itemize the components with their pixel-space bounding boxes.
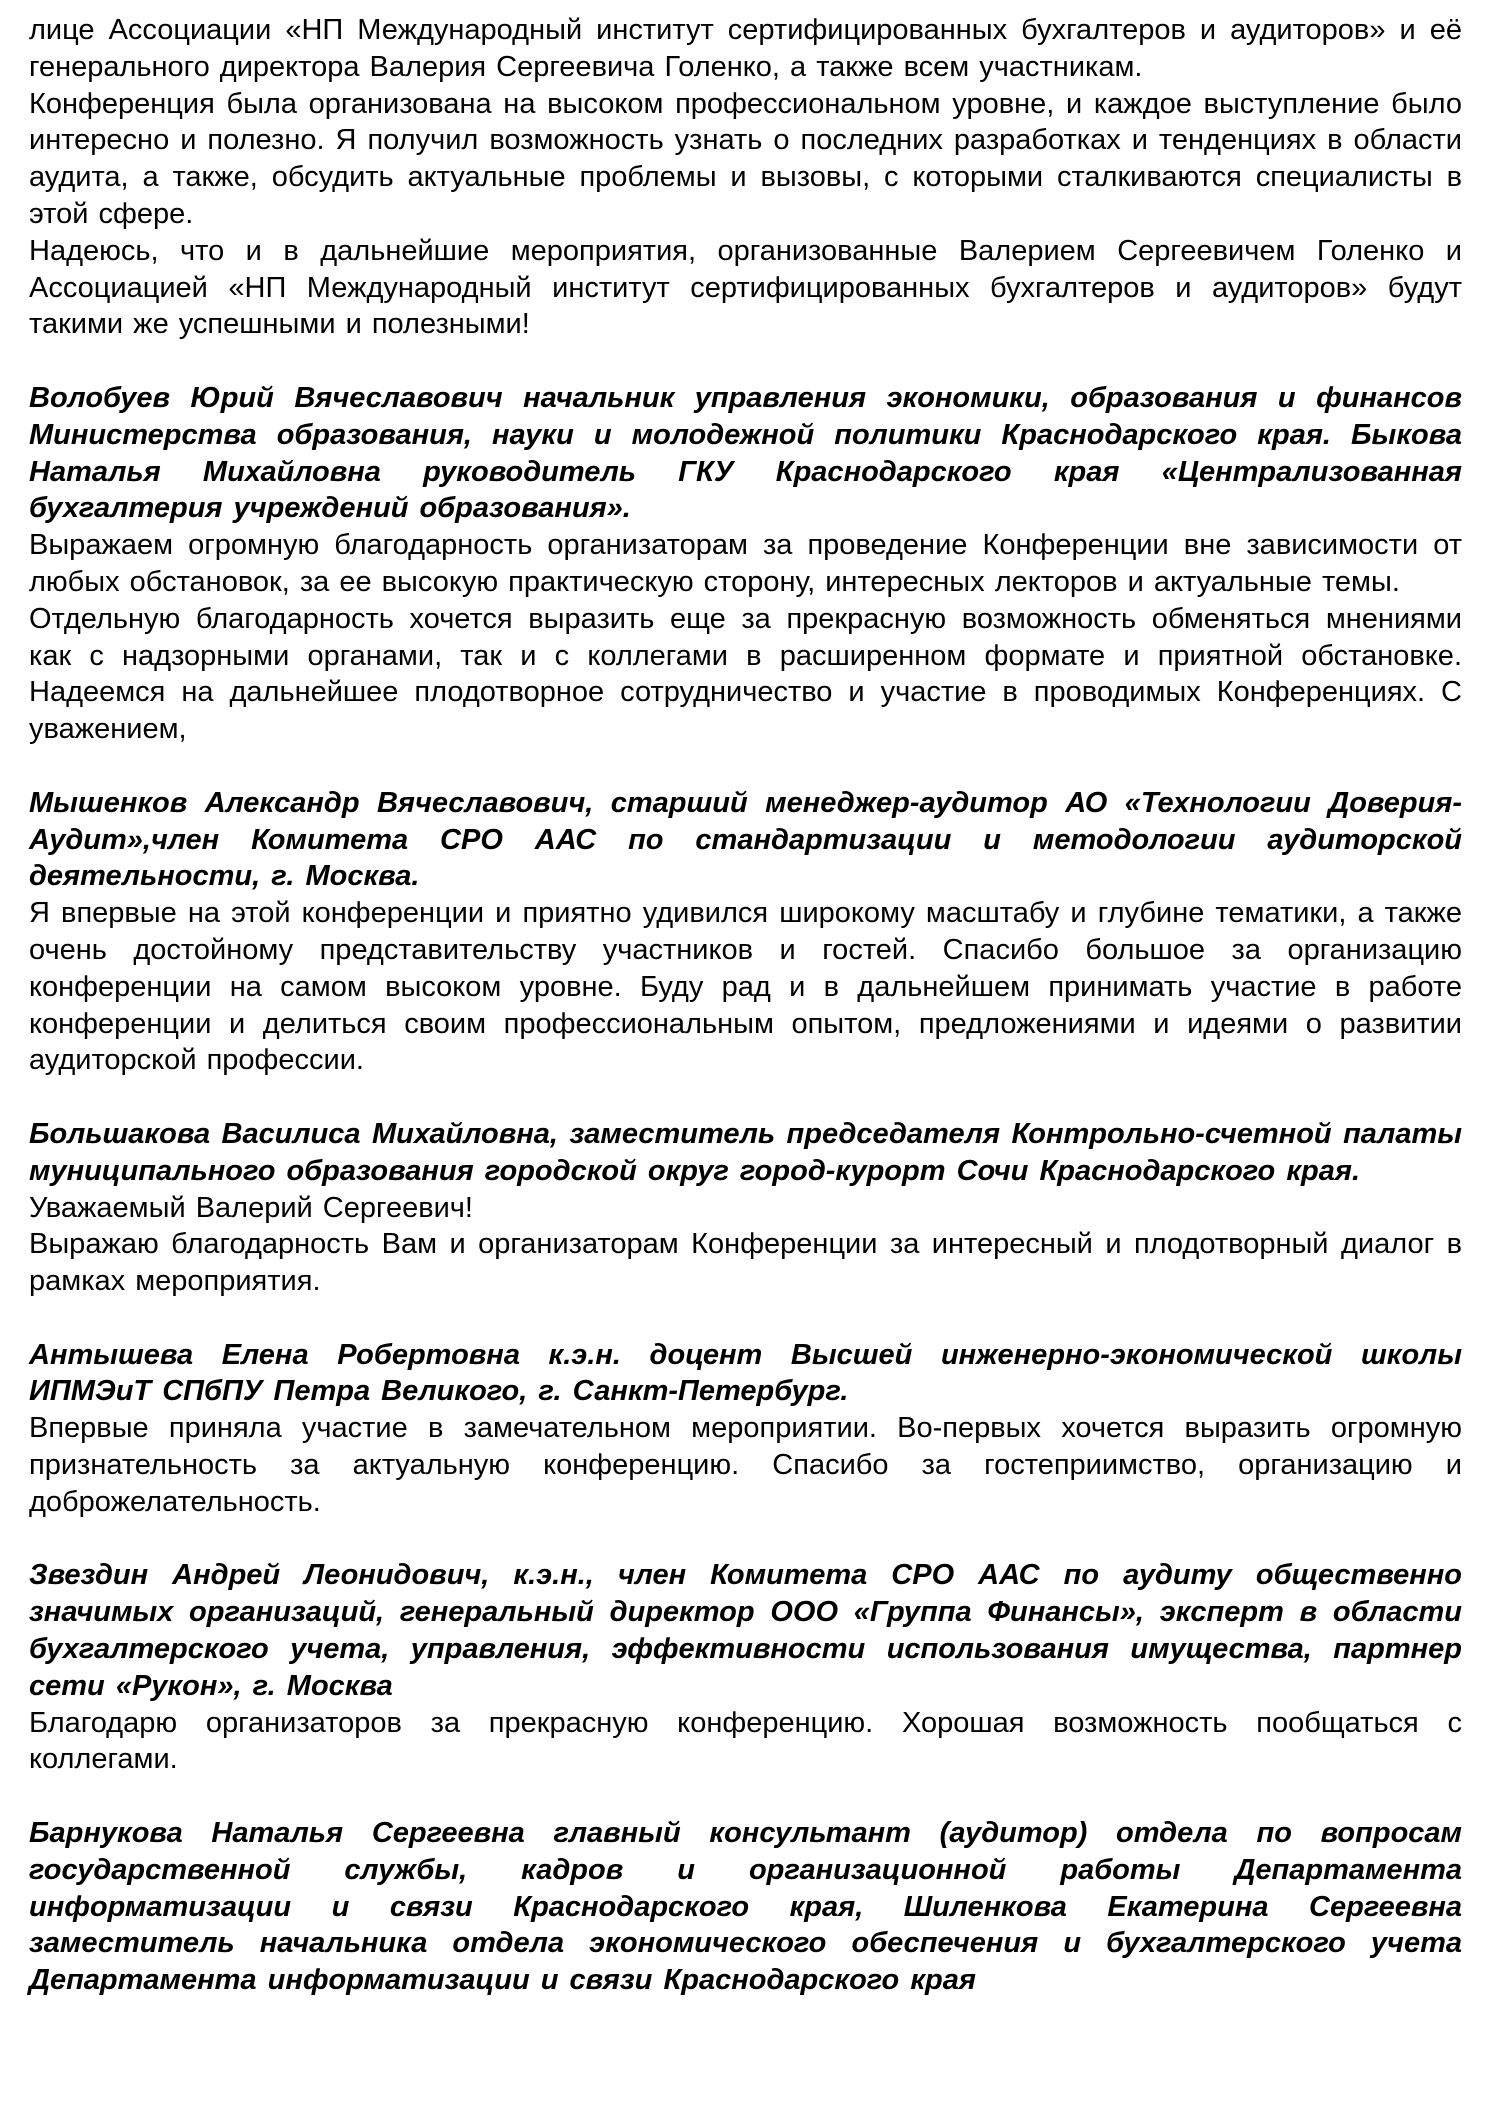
intro-section <box>29 12 1462 343</box>
paragraph: Выражаю благодарность Вам и организаторам Конференции за интересный и плодотворный диалог в рамках мероприятия. <box>29 1228 1462 1298</box>
spacer <box>29 748 1462 785</box>
paragraph: Надеюсь, что и в дальнейшие мероприятия, организованные Валерием Сергеевичем Голенко и Ассоциацией «НП Международный институт сертифицированных бухгалтеров и аудиторов» будут такими же успешными и полезными! <box>29 234 1462 341</box>
testimonial <box>29 1557 1462 1778</box>
spacer <box>29 1778 1462 1815</box>
testimonial <box>29 380 1462 748</box>
testimonial <box>29 1116 1462 1300</box>
testimonial-author: Мышенков Александр Вячеславович, старший менеджер-аудитор АО «Технологии Доверия-Аудит»,член Комитета СРО ААС по стандартизации и методологии аудиторской деятельности, г. Москва. <box>29 786 1462 893</box>
paragraph: Выражаем огромную благодарность организаторам за проведение Конференции вне зависимости от любых обстановок, за ее высокую практическую сторону, интересных лекторов и актуальные темы. <box>29 529 1462 598</box>
testimonial-author: Волобуев Юрий Вячеславович начальник управления экономики, образования и финансов Министерства образования, науки и молодежной политики Краснодарского края. Быкова Наталья Михайловна руководитель ГКУ Краснодарского края «Централизованная бухгалтерия учреждений образования». <box>29 381 1462 525</box>
testimonial-author: Барнукова Наталья Сергеевна главный консультант (аудитор) отдела по вопросам государственной службы, кадров и организационной работы Департамента информатизации и связи Краснодарского края, Шиленкова Екатерина Сергеевна заместитель начальника отдела экономического обеспечения и бухгалтерского учета Департамента информатизации и связи Краснодарского края <box>29 1817 1462 1997</box>
paragraph: Уважаемый Валерий Сергеевич! <box>29 1191 473 1224</box>
testimonial <box>29 1337 1462 1521</box>
spacer <box>29 343 1462 380</box>
paragraph: лице Ассоциации «НП Международный институт сертифицированных бухгалтеров и аудиторов» и её генерального директора Валерия Сергеевича Голенко, а также всем участникам. <box>29 14 1462 83</box>
spacer <box>29 1521 1462 1558</box>
paragraph: Отдельную благодарность хочется выразить еще за прекрасную возможность обменяться мнениями как с надзорными органами, так и с коллегами в расширенном формате и приятной обстановке. Надеемся на дальнейшее плодотворное сотрудничество и участие в проводимых Конференциях. С уважением, <box>29 602 1462 746</box>
paragraph: Я впервые на этой конференции и приятно удивился широкому масштабу и глубине тематики, а также очень достойному представительству участников и гостей. Спасибо большое за организацию конференции на самом высоком уровне. Буду рад и в дальнейшем принимать участие в работе конференции и делиться своим профессиональным опытом, предложениями и идеями о развитии аудиторской профессии. <box>29 897 1462 1077</box>
testimonial-author: Антышева Елена Робертовна к.э.н. доцент Высшей инженерно-экономической школы ИПМЭиТ СПбПУ Петра Великого, г. Санкт-Петербург. <box>29 1338 1462 1408</box>
paragraph: Благодарю организаторов за прекрасную конференцию. Хорошая возможность пообщаться с коллегами. <box>29 1706 1462 1776</box>
testimonial-author: Большакова Василиса Михайловна, заместитель председателя Контрольно-счетной палаты муниципального образования городской округ город-курорт Сочи Краснодарского края. <box>29 1117 1462 1187</box>
testimonial <box>29 1815 1462 1999</box>
spacer <box>29 1300 1462 1337</box>
spacer <box>29 1079 1462 1116</box>
paragraph: Впервые приняла участие в замечательном мероприятии. Во-первых хочется выразить огромную признательность за актуальную конференцию. Спасибо за гостеприимство, организацию и доброжелательность. <box>29 1412 1462 1518</box>
testimonial-author: Звездин Андрей Леонидович, к.э.н., член Комитета СРО ААС по аудиту общественно значимых организаций, генеральный директор ООО «Группа Финансы», эксперт в области бухгалтерского учета, управления, эффективности использования имущества, партнер сети «Рукон», г. Москва <box>29 1559 1462 1702</box>
paragraph: Конференция была организована на высоком профессиональном уровне, и каждое выступление было интересно и полезно. Я получил возможность узнать о последних разработках и тенденциях в области аудита, а также, обсудить актуальные проблемы и вызовы, с которыми сталкиваются специалисты в этой сфере. <box>29 87 1462 230</box>
testimonial <box>29 785 1462 1079</box>
